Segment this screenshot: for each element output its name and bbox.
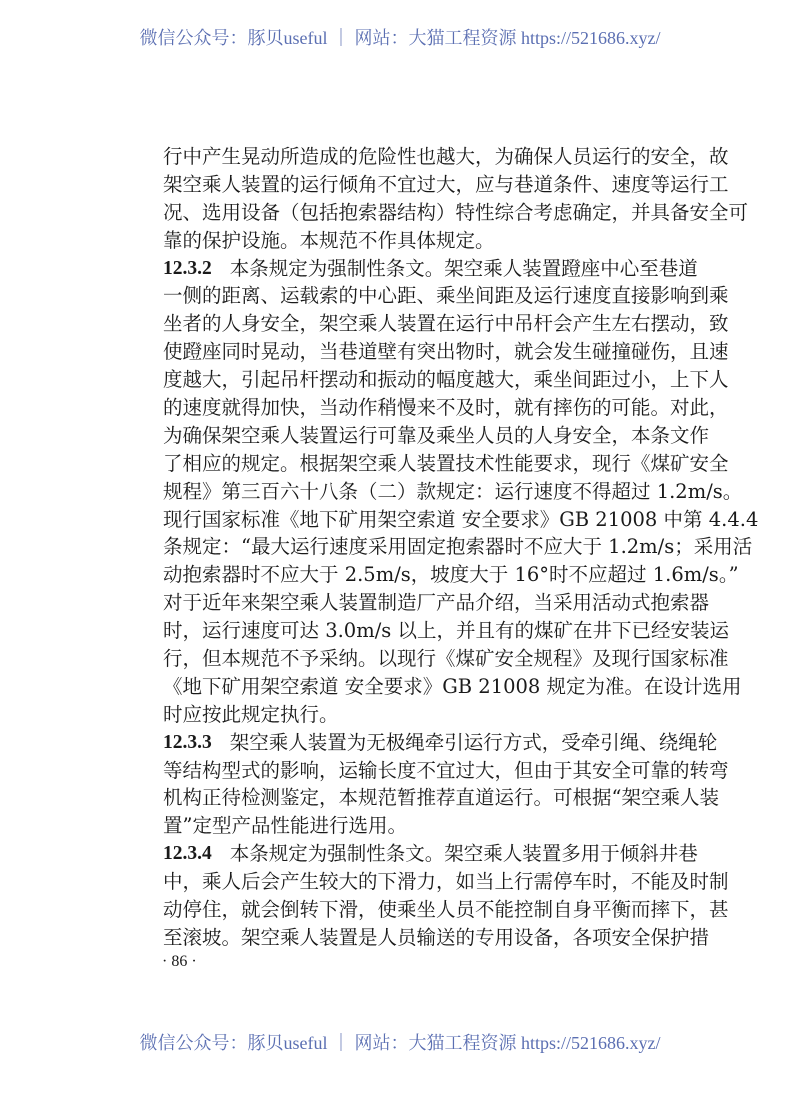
line-text: 为确保架空乘人装置运行可靠及乘坐人员的人身安全，本条文作 <box>163 423 710 447</box>
text-line <box>163 784 719 812</box>
text-line <box>163 533 753 561</box>
text-line <box>163 255 698 283</box>
line-text: 行，但本规范不予采纳。以现行《煤矿安全规程》及现行国家标准 <box>163 647 729 671</box>
line-text: 规程》第三百六十八条（二）款规定：运行速度不得超过 1.2m/s。 <box>163 479 743 503</box>
text-line <box>163 561 739 589</box>
line-text: 中，乘人后会产生较大的下滑力，如当上行需停车时，不能及时制 <box>163 870 729 894</box>
text-line <box>163 589 710 617</box>
line-text: 了相应的规定。根据架空乘人装置技术性能要求，现行《煤矿安全 <box>163 451 729 475</box>
line-text: 对于近年来架空乘人装置制造厂产品介绍，当采用活动式抱索器 <box>163 591 710 615</box>
line-text: 现行国家标准《地下矿用架空索道 安全要求》GB 21008 中第 4.4.4 <box>163 507 759 531</box>
line-text: 机构正待检测鉴定，本规范暂推荐直道运行。可根据“架空乘人装 <box>163 786 719 810</box>
text-line <box>163 924 710 952</box>
section-number: 12.3.3 <box>163 731 212 753</box>
line-text: 一侧的距离、运载索的中心距、乘坐间距及运行速度直接影响到乘 <box>163 284 729 308</box>
text-line <box>163 645 729 673</box>
section-number: 12.3.2 <box>163 257 212 279</box>
line-text: 的速度就得加快，当动作稍慢来不及时，就有摔伤的可能。对此， <box>163 396 729 420</box>
line-text: 本条规定为强制性条文。架空乘人装置多用于倾斜井巷 <box>229 842 698 866</box>
section-number: 12.3.4 <box>163 843 212 865</box>
text-line <box>163 310 729 338</box>
text-line <box>163 617 729 645</box>
text-line <box>163 896 729 924</box>
text-line <box>163 673 742 701</box>
text-line <box>163 701 670 729</box>
line-text: 靠的保护设施。本规范不作具体规定。 <box>163 228 495 252</box>
page-number: · 86 · <box>162 953 197 970</box>
line-text: 本条规定为强制性条文。架空乘人装置蹬座中心至巷道 <box>229 256 698 280</box>
text-line <box>163 868 729 896</box>
line-text: 坐者的人身安全，架空乘人装置在运行中吊杆会产生左右摆动，致 <box>163 312 729 336</box>
line-text: 时，运行速度可达 3.0m/s 以上，并且有的煤矿在井下已经安装运 <box>163 619 729 643</box>
line-text: 况、选用设备（包括抱索器结构）特性综合考虑确定，并具备安全可 <box>163 200 749 224</box>
text-line <box>163 506 759 534</box>
line-text: 《地下矿用架空索道 安全要求》GB 21008 规定为准。在设计选用 <box>163 674 742 698</box>
line-text: 动抱索器时不应大于 2.5m/s，坡度大于 16°时不应超过 1.6m/s。” <box>163 563 739 587</box>
text-line <box>163 366 729 394</box>
line-text: 时应按此规定执行。 <box>163 702 339 726</box>
line-text: 行中产生晃动所造成的危险性也越大，为确保人员运行的安全，故 <box>163 145 729 168</box>
document-body <box>163 143 759 952</box>
text-line <box>163 422 710 450</box>
line-text: 架空乘人装置的运行倾角不宜过大，应与巷道条件、速度等运行工 <box>163 172 729 196</box>
text-line <box>163 227 670 255</box>
text-line <box>163 729 718 757</box>
line-text: 置”定型产品性能进行选用。 <box>163 814 407 838</box>
line-text: 架空乘人装置为无极绳牵引运行方式，受牵引绳、绕绳轮 <box>229 730 718 754</box>
text-line <box>163 757 729 785</box>
text-line <box>163 282 729 310</box>
watermark-header: 微信公众号：豚贝useful ｜ 网站：大猫工程资源 https://521686.xyz/ <box>139 28 661 48</box>
text-line <box>163 450 729 478</box>
text-line <box>163 143 729 171</box>
text-line <box>163 338 729 366</box>
text-line <box>163 394 729 422</box>
text-line <box>163 840 698 868</box>
text-line <box>163 199 749 227</box>
text-line <box>163 812 670 840</box>
line-text: 条规定：“最大运行速度采用固定抱索器时不应大于 1.2m/s；采用活 <box>163 535 753 559</box>
line-text: 使蹬座同时晃动，当巷道壁有突出物时，就会发生碰撞碰伤，且速 <box>163 340 729 364</box>
text-line <box>163 171 729 199</box>
line-text: 动停住，就会倒转下滑，使乘坐人员不能控制自身平衡而摔下，甚 <box>163 898 729 922</box>
text-line <box>163 478 743 506</box>
line-text: 至滚坡。架空乘人装置是人员输送的专用设备，各项安全保护措 <box>163 925 710 949</box>
line-text: 等结构型式的影响，运输长度不宜过大，但由于其安全可靠的转弯 <box>163 758 729 782</box>
line-text: 度越大，引起吊杆摆动和振动的幅度越大，乘坐间距过小，上下人 <box>163 368 729 392</box>
watermark-footer: 微信公众号：豚贝useful ｜ 网站：大猫工程资源 https://521686.xyz/ <box>139 1033 661 1053</box>
